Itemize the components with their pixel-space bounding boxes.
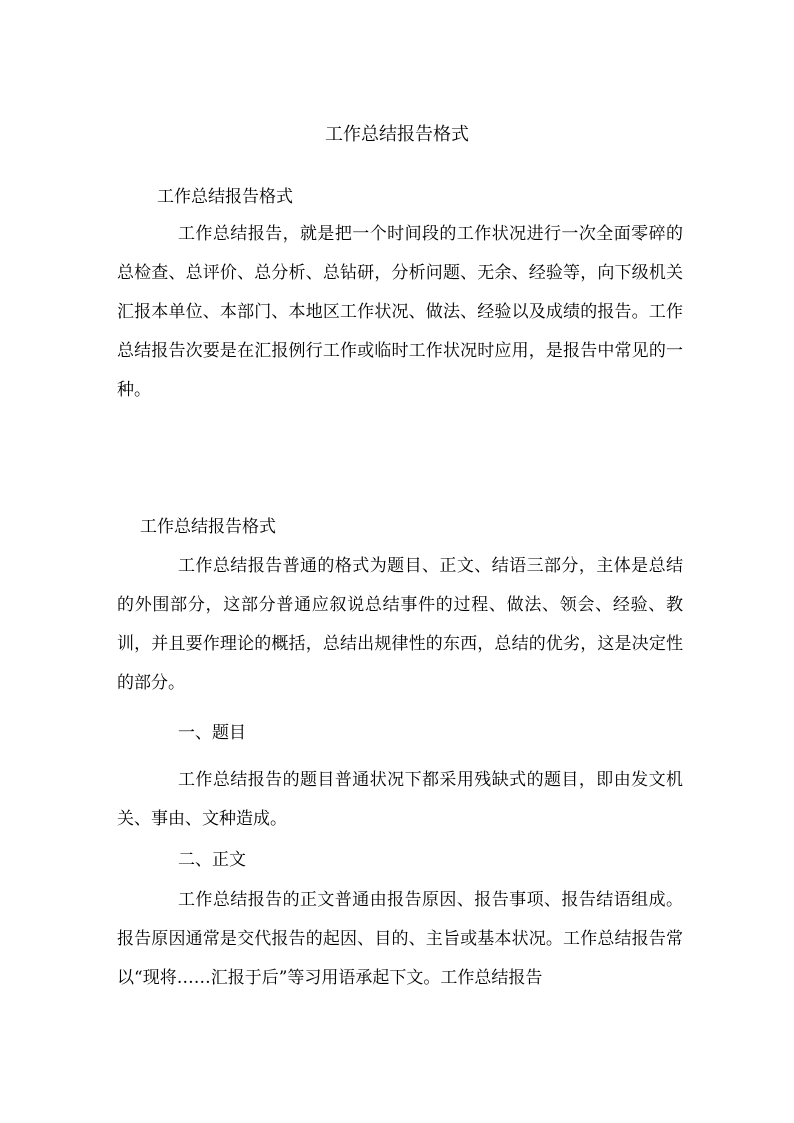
section2-paragraph: 工作总结报告普通的格式为题目、正文、结语三部分，主体是总结的外围部分，这部分普通应叙说总结事件的过程、做法、领会、经验、教训，并且要作理论的概括，总结出规律性的东西，总结的优劣，这是决定性的部分。: [117, 556, 683, 693]
section2-heading: 工作总结报告格式: [140, 517, 276, 537]
item1-heading: 一、题目: [178, 723, 246, 743]
item2-paragraph: 工作总结报告的正文普通由报告原因、报告事项、报告结语组成。报告原因通常是交代报告的起因、目的、主旨或基本状况。工作总结报告常以“现将……汇报于后”等习用语承起下文。工作总结报告: [117, 890, 683, 988]
section1-paragraph: 工作总结报告，就是把一个时间段的工作状况进行一次全面零碎的总检查、总评价、总分析、总钻研，分析问题、无余、经验等，向下级机关汇报本单位、本部门、本地区工作状况、做法、经验以及成绩的报告。工作总结报告次要是在汇报例行工作或临时工作状况时应用，是报告中常见的一种。: [117, 224, 683, 400]
section1-heading: 工作总结报告格式: [157, 187, 293, 207]
document-title: 工作总结报告格式: [325, 124, 469, 145]
item2-heading: 二、正文: [178, 850, 246, 870]
item1-paragraph: 工作总结报告的题目普通状况下都采用残缺式的题目，即由发文机关、事由、文种造成。: [117, 770, 683, 829]
